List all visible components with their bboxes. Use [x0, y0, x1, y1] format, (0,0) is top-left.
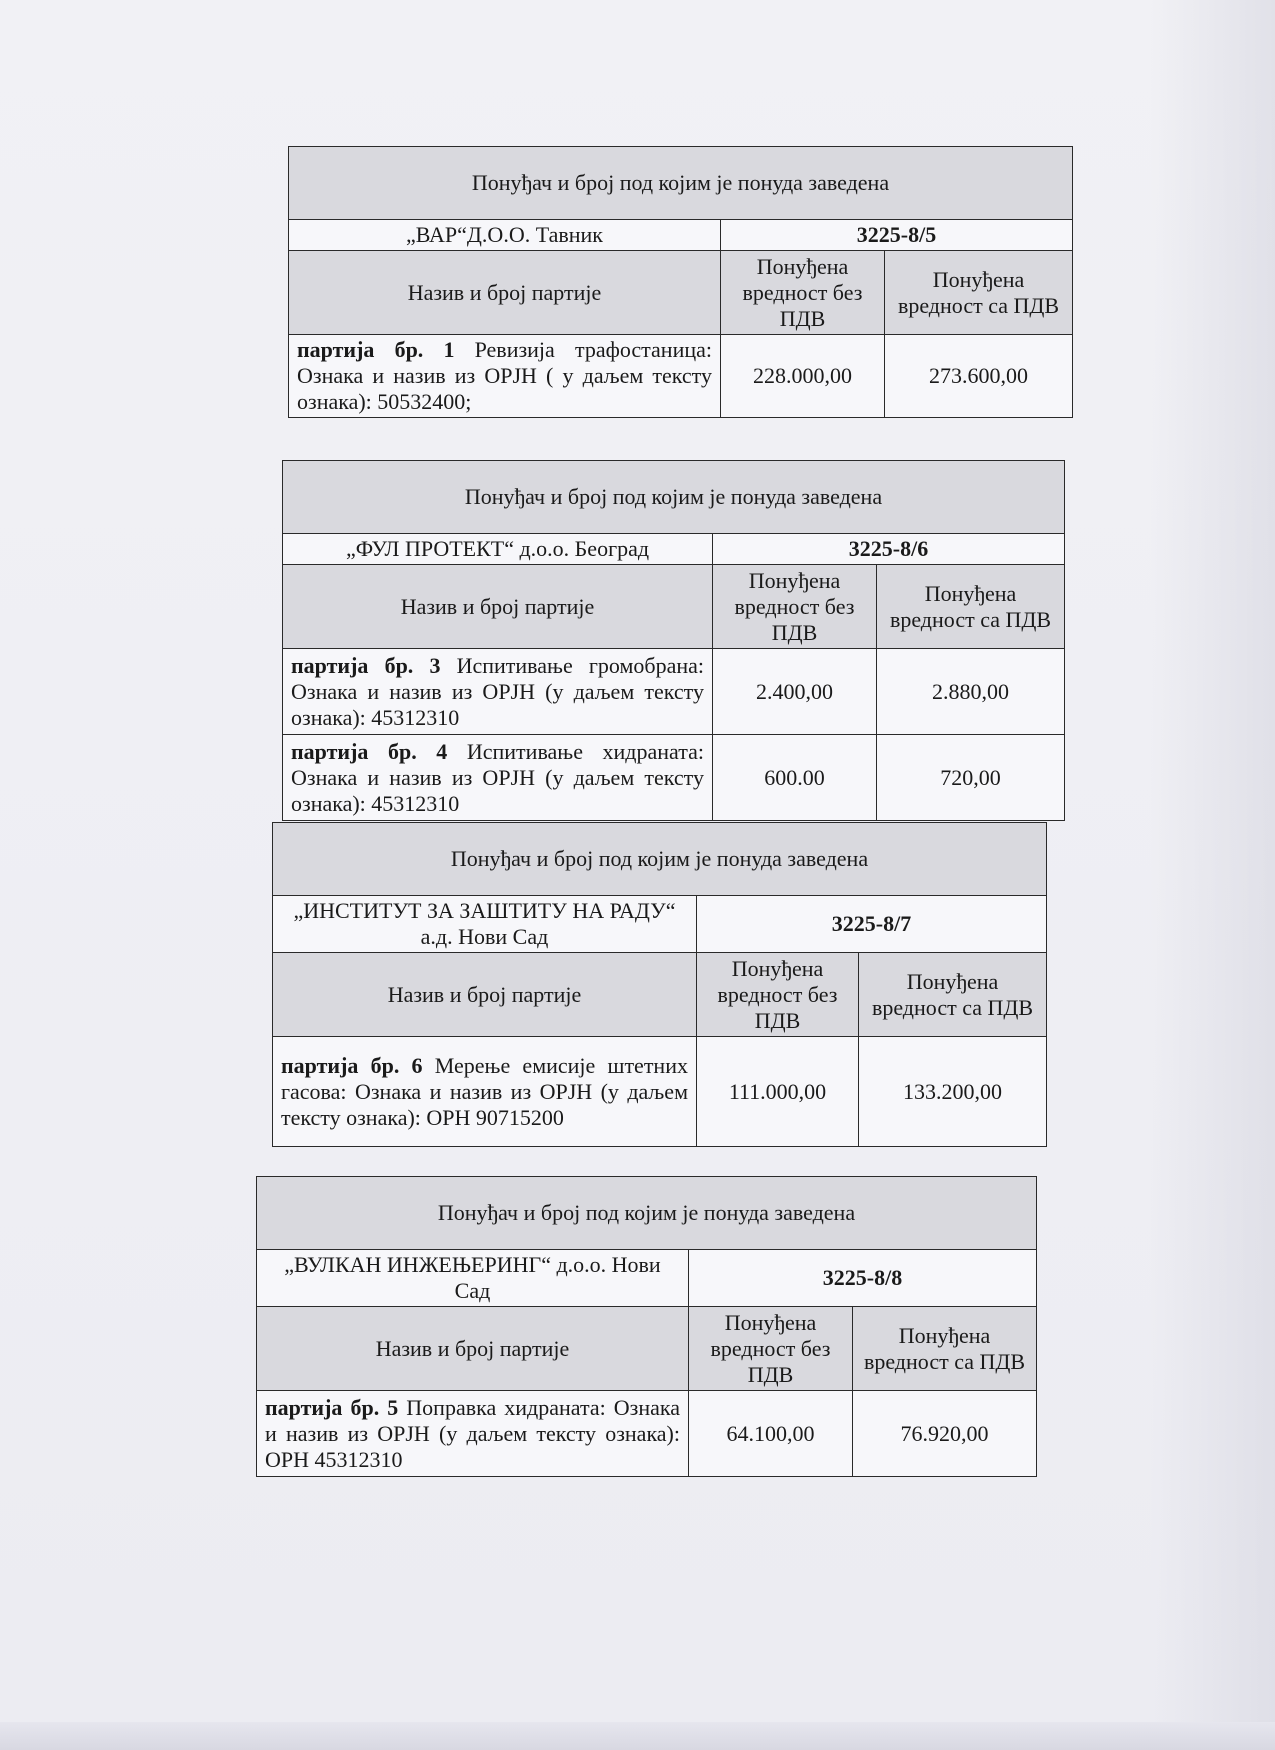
lot-label: партија бр. 3 [291, 652, 441, 678]
lot-description [273, 1037, 697, 1147]
value-with-vat: 133.200,00 [859, 1037, 1047, 1147]
bidder-name: „ИНСТИТУТ ЗА ЗАШТИТУ НА РАДУ“ а.д. Нови Сад [273, 896, 697, 953]
lot-text: Поправка хидраната: Ознака и назив из ОРЈН (у даљем тексту ознака): ОРН 45312310 [265, 1394, 680, 1472]
table-header: Понуђач и број под којим је понуда заведена [273, 823, 1047, 896]
offer-table-3 [272, 822, 1047, 1147]
offer-number: 3225-8/7 [697, 896, 1047, 953]
lot-description [283, 735, 713, 821]
lot-description [289, 335, 721, 418]
table-header: Понуђач и број под којим је понуда заведена [283, 461, 1065, 534]
table-header: Понуђач и број под којим је понуда заведена [289, 147, 1073, 220]
value-with-vat: 76.920,00 [853, 1391, 1037, 1477]
value-with-vat: 2.880,00 [877, 649, 1065, 735]
lot-label: партија бр. 4 [291, 738, 448, 764]
value-with-vat: 273.600,00 [885, 335, 1073, 418]
lot-description [257, 1391, 689, 1477]
value-without-vat: 2.400,00 [713, 649, 877, 735]
col-value-with-vat: Понуђена вредност са ПДВ [853, 1307, 1037, 1391]
table-header: Понуђач и број под којим је понуда заведена [257, 1177, 1037, 1250]
col-lot-name: Назив и број партије [257, 1307, 689, 1391]
offer-number: 3225-8/8 [689, 1250, 1037, 1307]
lot-text: Испитивање хидраната: Ознака и назив из ОРЈН (у даљем тексту ознака): 45312310 [291, 738, 704, 816]
lot-label: партија бр. 5 [265, 1394, 399, 1420]
table-row [283, 649, 1065, 735]
col-lot-name: Назив и број партије [273, 953, 697, 1037]
table-row [289, 335, 1073, 418]
col-value-without-vat: Понуђена вредност без ПДВ [721, 251, 885, 335]
value-without-vat: 111.000,00 [697, 1037, 859, 1147]
table-row [273, 1037, 1047, 1147]
page-bottom-edge [0, 1722, 1275, 1750]
col-lot-name: Назив и број партије [283, 565, 713, 649]
value-without-vat: 600.00 [713, 735, 877, 821]
lot-label: партија бр. 6 [281, 1052, 423, 1078]
col-value-with-vat: Понуђена вредност са ПДВ [859, 953, 1047, 1037]
offer-table-2 [282, 460, 1065, 821]
bidder-name: „ВУЛКАН ИНЖЕЊЕРИНГ“ д.о.о. Нови Сад [257, 1250, 689, 1307]
lot-text: Ревизија трафостаница: Ознака и назив из ОРЈН ( у даљем тексту ознака): 50532400; [297, 337, 712, 414]
offer-table-1 [288, 146, 1073, 418]
value-with-vat: 720,00 [877, 735, 1065, 821]
offer-number: 3225-8/5 [721, 220, 1073, 251]
bidder-name: „ФУЛ ПРОТЕКТ“ д.о.о. Београд [283, 534, 713, 565]
page-fold-shadow [1150, 0, 1275, 1750]
lot-description [283, 649, 713, 735]
bidder-name: „ВАР“Д.О.О. Тавник [289, 220, 721, 251]
lot-text: Мерење емисије штетних гасова: Ознака и назив из ОРЈН (у даљем тексту ознака): ОРН 90715200 [281, 1052, 688, 1130]
offer-number: 3225-8/6 [713, 534, 1065, 565]
table-row [257, 1391, 1037, 1477]
col-value-without-vat: Понуђена вредност без ПДВ [689, 1307, 853, 1391]
value-without-vat: 228.000,00 [721, 335, 885, 418]
value-without-vat: 64.100,00 [689, 1391, 853, 1477]
col-lot-name: Назив и број партије [289, 251, 721, 335]
lot-text: Испитивање громобрана: Ознака и назив из ОРЈН (у даљем тексту ознака): 45312310 [291, 652, 704, 730]
col-value-with-vat: Понуђена вредност са ПДВ [885, 251, 1073, 335]
offer-table-4 [256, 1176, 1037, 1477]
col-value-without-vat: Понуђена вредност без ПДВ [713, 565, 877, 649]
lot-label: партија бр. 1 [297, 337, 455, 362]
table-row [283, 735, 1065, 821]
col-value-without-vat: Понуђена вредност без ПДВ [697, 953, 859, 1037]
col-value-with-vat: Понуђена вредност са ПДВ [877, 565, 1065, 649]
